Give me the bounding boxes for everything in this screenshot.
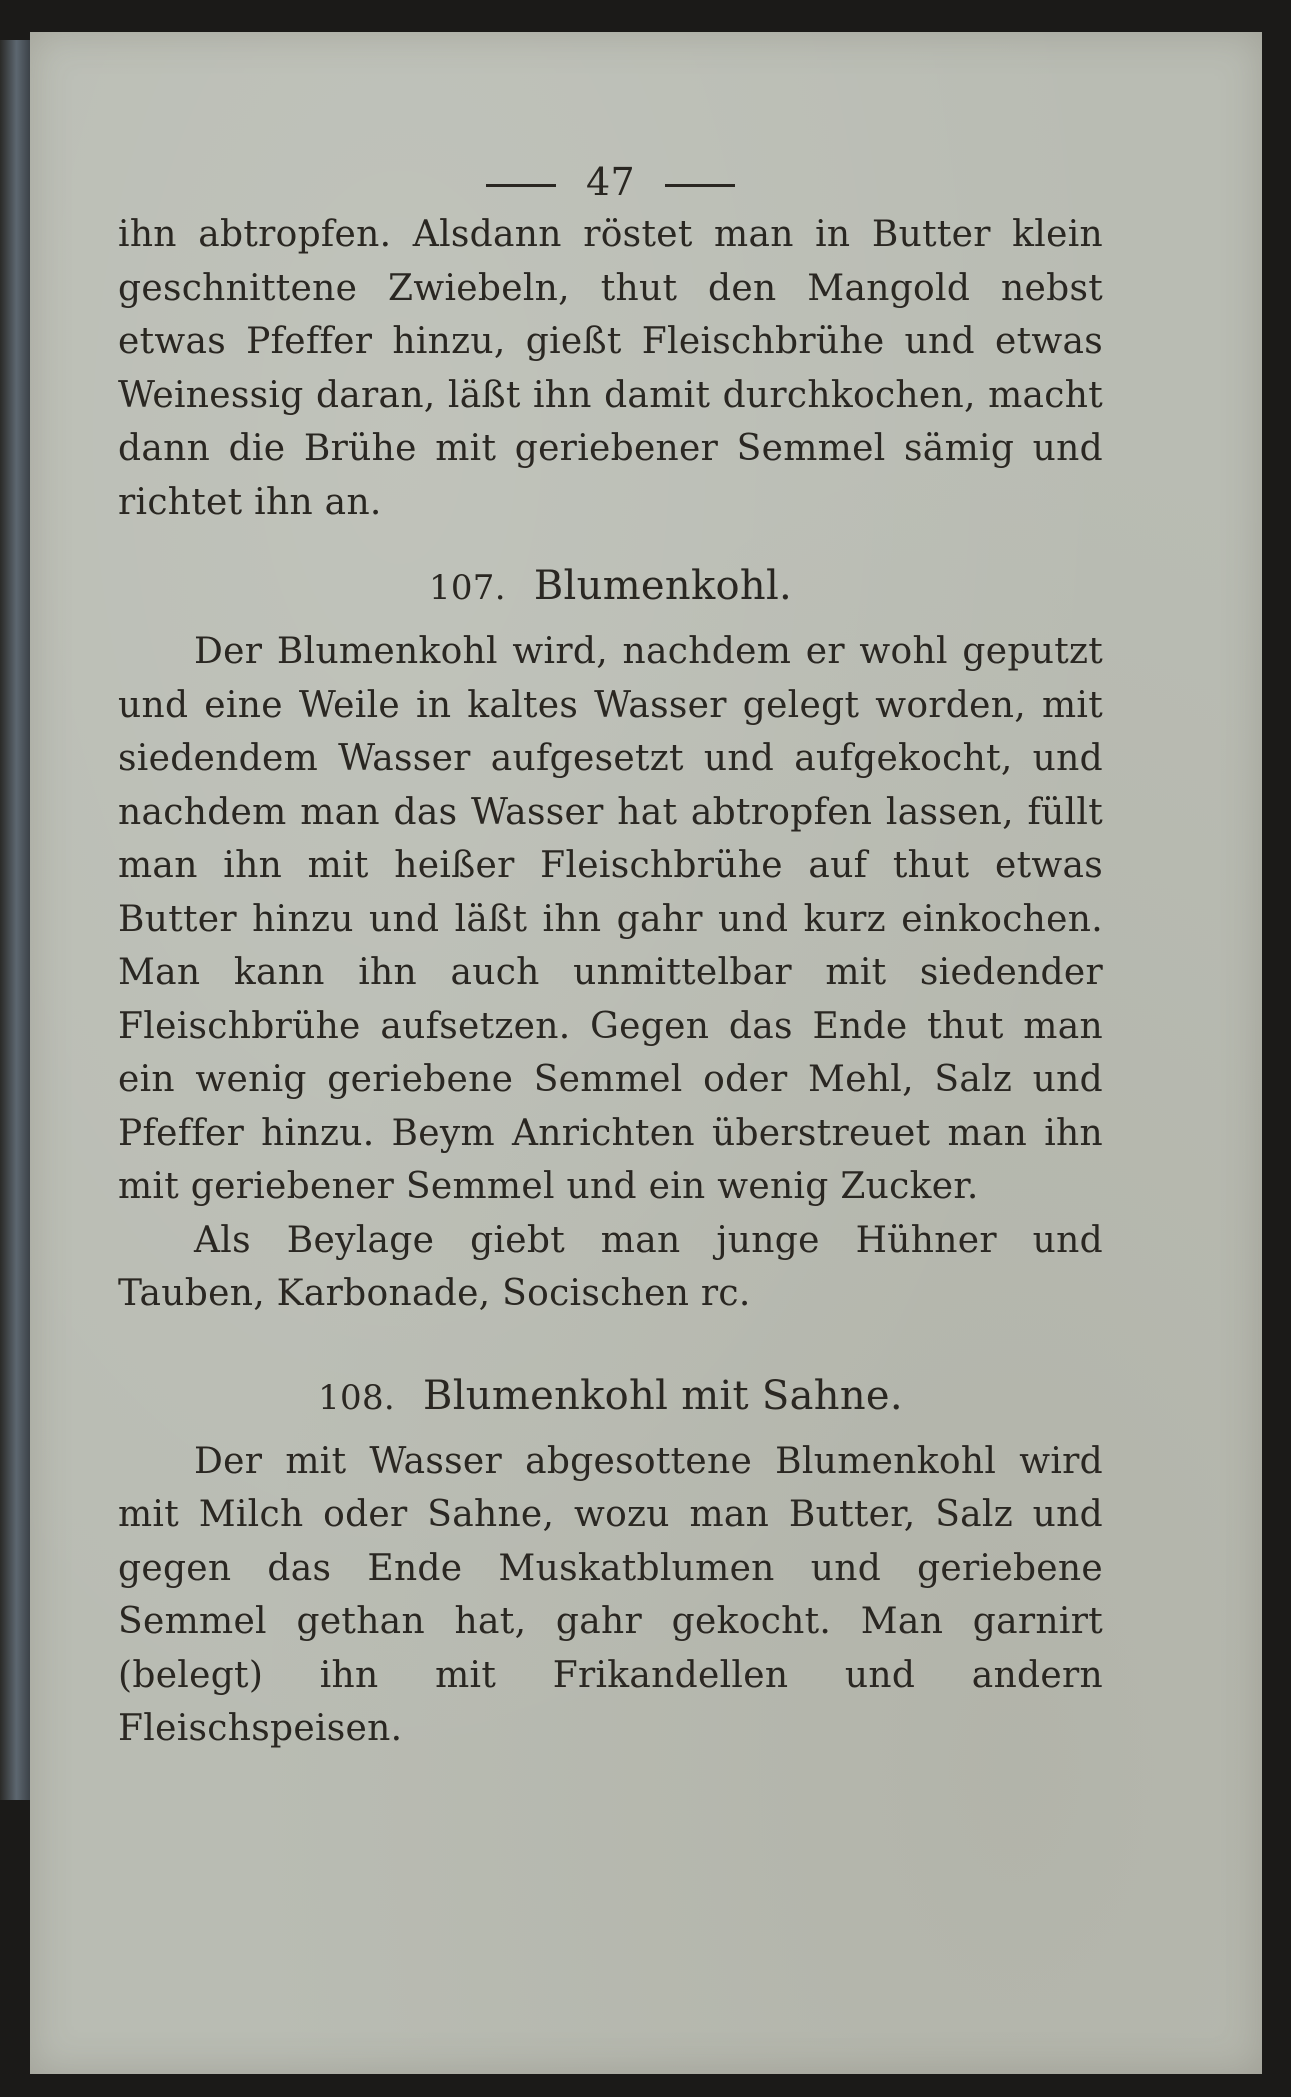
book-spine-edge bbox=[0, 40, 30, 1800]
recipe-paragraph: Als Beylage giebt man junge Hühner und Tauben, Karbonade, Socischen rc. bbox=[118, 1219, 1103, 1314]
book-page bbox=[30, 32, 1262, 2074]
recipe-paragraph: Der mit Wasser abgesottene Blumenkohl wird mit Milch oder Sahne, wozu man Butter, Salz und gegen das Ende Muskatblumen und geriebene Semmel gethan hat, gahr gekocht. Man garnirt (belegt) ihn mit Frikandellen und andern Fleischspeisen. bbox=[118, 1440, 1103, 1749]
running-head bbox=[118, 152, 1103, 212]
recipe-heading-108 bbox=[118, 1361, 1103, 1431]
page-number: 47 bbox=[586, 160, 635, 204]
recipe-number: 107. bbox=[428, 568, 506, 608]
head-dash-left bbox=[486, 184, 556, 187]
recipe-title: Blumenkohl mit Sahne. bbox=[423, 1372, 903, 1419]
recipe-number: 108. bbox=[318, 1377, 396, 1418]
recipe-title: Blumenkohl. bbox=[533, 563, 793, 609]
recipe-paragraph: Der Blumenkohl wird, nachdem er wohl geputzt und eine Weile in kaltes Wasser gelegt worden, mit siedendem Wasser aufgesetzt und aufgekocht, und nachdem man das Wasser hat abtropfen lassen, füllt man ihn mit heißer Fleischbrühe auf thut etwas Butter hinzu und läßt ihn gahr und kurz einkochen. Man kann ihn auch unmittelbar mit siedender Fleischbrühe aufsetzen. Gegen das Ende thut man ein wenig geriebene Semmel oder Mehl, Salz und Pfeffer hinzu. Beym Anrichten überstreuet man ihn mit geriebener Semmel und ein wenig Zucker. bbox=[118, 631, 1103, 1207]
continuation-paragraph: ihn abtropfen. Alsdann röstet man in Butter klein geschnittene Zwiebeln, thut den Mangold nebst etwas Pfeffer hinzu, gießt Fleischbrühe und etwas Weinessig daran, läßt ihn damit durchkochen, macht dann die Brühe mit geriebener Semmel sämig und richtet ihn an. bbox=[118, 214, 1103, 523]
head-dash-right bbox=[665, 184, 735, 187]
page-text bbox=[118, 152, 1103, 1756]
recipe-heading-107 bbox=[118, 551, 1103, 621]
